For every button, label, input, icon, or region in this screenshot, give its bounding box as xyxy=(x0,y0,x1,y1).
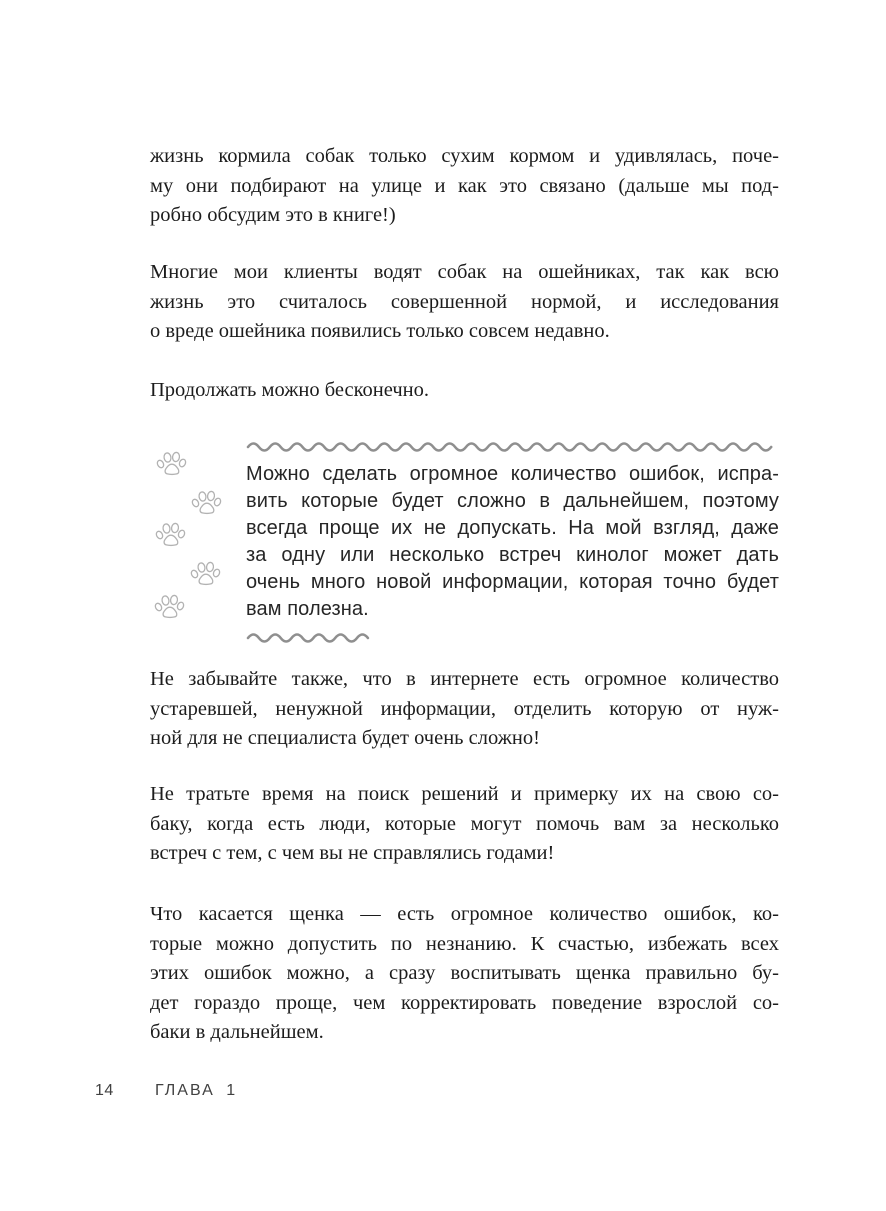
paragraph xyxy=(150,258,779,347)
text-line: о вреде ошейника появились только совсем недавно. xyxy=(150,320,610,342)
text-line: баку, когда есть люди, которые могут помочь вам за несколько xyxy=(150,812,779,835)
paw-print-icon xyxy=(190,489,224,523)
wavy-divider-bottom xyxy=(246,631,380,643)
text-line: му они подбирают на улице и как это связано (дальше мы под- xyxy=(150,174,779,197)
text-line: вам полезна. xyxy=(246,598,369,620)
text-line: ной для не специалиста будет очень сложно! xyxy=(150,727,540,749)
text-line: баки в дальнейшем. xyxy=(150,1021,324,1043)
paw-print-icon xyxy=(155,450,189,484)
text-line: очень много новой информации, которая точно будет xyxy=(246,571,779,593)
page-footer xyxy=(0,1082,886,1106)
chapter-label: ГЛАВА 1 xyxy=(155,1082,238,1099)
text-line: Что касается щенка — есть огромное количество ошибок, ко- xyxy=(150,903,779,925)
wavy-divider-top xyxy=(246,440,780,452)
callout-quote xyxy=(246,440,780,643)
text-line: Можно сделать огромное количество ошибок, испра- xyxy=(246,463,779,485)
text-line: жизнь кормила собак только сухим кормом и удивлялась, поче- xyxy=(150,145,779,167)
text-line: Многие мои клиенты водят собак на ошейниках, так как всю xyxy=(150,261,779,283)
text-line: встреч с тем, с чем вы не справлялись годами! xyxy=(150,842,555,864)
text-line: вить которые будет сложно в дальнейшем, поэтому xyxy=(246,490,779,512)
paragraph xyxy=(150,900,779,1048)
paw-print-icon xyxy=(189,560,223,594)
text-line: всегда проще их не допускать. На мой взгляд, даже xyxy=(246,517,779,539)
paragraph xyxy=(150,142,779,231)
text-line: дет гораздо проще, чем корректировать поведение взрослой со- xyxy=(150,991,779,1014)
text-line: за одну или несколько встреч кинолог может дать xyxy=(246,544,779,566)
text-line: робно обсудим это в книге!) xyxy=(150,204,396,226)
text-line: жизнь это считалось совершенной нормой, и исследования xyxy=(150,290,779,313)
text-line: Не тратьте время на поиск решений и примерку их на свою со- xyxy=(150,783,779,805)
text-line: устаревшей, ненужной информации, отделить которую от нуж- xyxy=(150,697,779,720)
text-line: Не забывайте также, что в интернете есть огромное количество xyxy=(150,668,779,690)
paw-print-icon xyxy=(154,521,188,555)
text-line: торые можно допустить по незнанию. К счастью, избежать всех xyxy=(150,932,779,955)
page-number: 14 xyxy=(95,1082,114,1099)
text-line: Продолжать можно бесконечно. xyxy=(150,379,429,401)
text-line: этих ошибок можно, а сразу воспитывать щенка правильно бу- xyxy=(150,962,779,984)
paragraph xyxy=(150,780,779,869)
paw-print-icon xyxy=(153,593,187,627)
callout-text xyxy=(246,461,779,623)
paragraph xyxy=(150,665,779,754)
paragraph xyxy=(150,376,779,406)
